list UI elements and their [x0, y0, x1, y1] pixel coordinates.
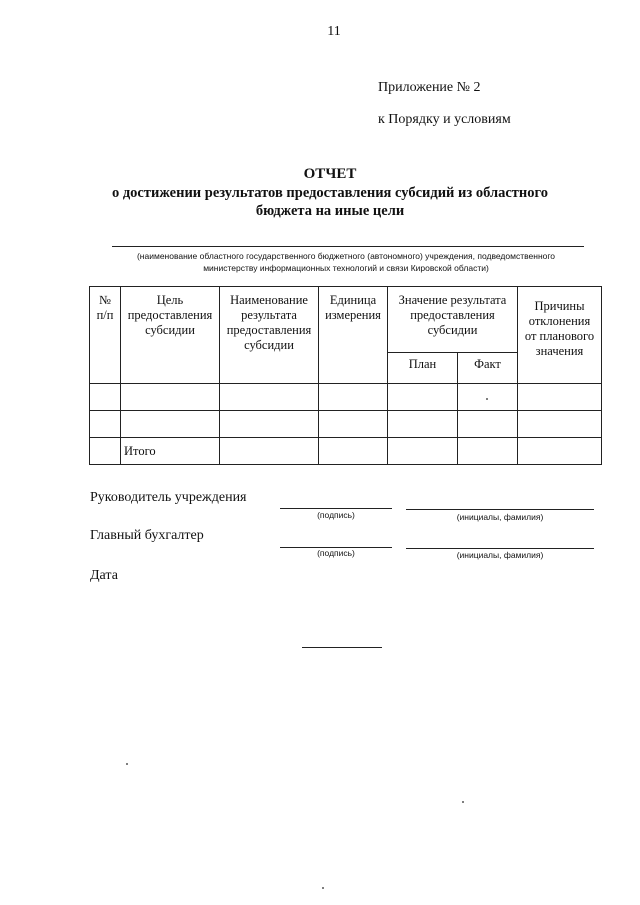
page-number: 11	[327, 24, 341, 39]
head-signature-line[interactable]	[280, 508, 392, 509]
scan-speck	[462, 801, 464, 803]
scan-speck	[322, 887, 324, 889]
institution-name-caption	[118, 250, 574, 274]
date-label: Дата	[90, 568, 118, 583]
table-row	[90, 411, 602, 438]
appendix-reference: к Порядку и условиям	[378, 112, 511, 127]
total-label: Итого	[121, 438, 220, 465]
institution-caption-line-2: министерству информационных технологий и связи Кировской области)	[203, 263, 489, 273]
accountant-signature-label: Главный бухгалтер	[90, 528, 204, 543]
closing-rule	[302, 647, 382, 648]
head-name-caption: (инициалы, фамилия)	[456, 512, 544, 522]
report-table	[89, 286, 602, 465]
header-result-name: Наименование результата предоставления субсидии	[220, 287, 319, 384]
header-unit: Единица измерения	[319, 287, 388, 384]
accountant-signature-caption: (подпись)	[317, 548, 355, 558]
table-total-row	[90, 438, 602, 465]
institution-caption-line-1: (наименование областного государственного бюджетного (автономного) учреждения, подведомственного	[136, 251, 556, 261]
header-fact: Факт	[458, 353, 518, 384]
report-subtitle-line-2: бюджета на иные цели	[255, 203, 405, 219]
table-row	[90, 384, 602, 411]
scan-speck	[126, 763, 128, 765]
report-title: ОТЧЕТ	[303, 166, 357, 182]
header-result-value: Значение результата предоставления субсидии	[388, 287, 518, 353]
header-goal: Цель предоставления субсидии	[121, 287, 220, 384]
report-subtitle	[100, 184, 560, 220]
header-num: № п/п	[90, 287, 121, 384]
report-subtitle-line-1: о достижении результатов предоставления субсидий из областного	[111, 185, 549, 201]
head-signature-label: Руководитель учреждения	[90, 490, 247, 505]
header-reasons: Причины отклонения от планового значения	[518, 287, 602, 384]
head-signature-caption: (подпись)	[317, 510, 355, 520]
institution-name-line	[112, 246, 584, 247]
scan-speck	[486, 398, 488, 400]
header-plan: План	[388, 353, 458, 384]
head-name-line[interactable]	[406, 509, 594, 510]
accountant-name-line[interactable]	[406, 548, 594, 549]
appendix-label: Приложение № 2	[378, 80, 481, 95]
accountant-name-caption: (инициалы, фамилия)	[456, 550, 544, 560]
